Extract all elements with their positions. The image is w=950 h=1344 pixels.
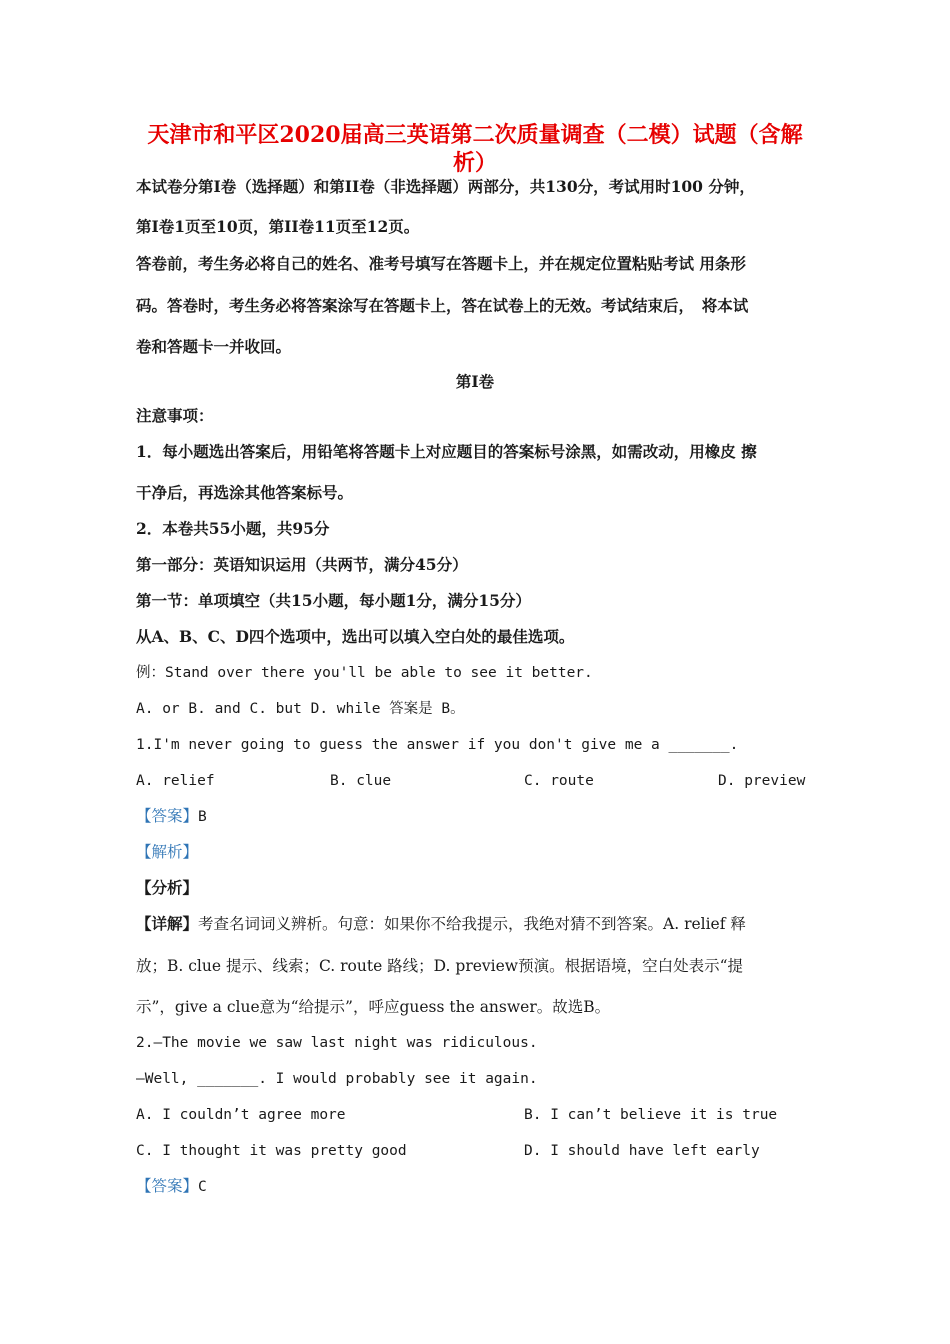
question-2-answer bbox=[136, 1176, 207, 1197]
answer-tag: 【答案】 bbox=[136, 807, 199, 825]
notes-item1-line2: 干净后，再选涂其他答案标号。 bbox=[136, 483, 354, 502]
example-options: A. or B. and C. but D. while 答案是 B。 bbox=[136, 701, 465, 717]
question-2-stem: 2.—The movie we saw last night was ridiculous. bbox=[136, 1035, 538, 1051]
section-heading: 第Ⅰ卷 bbox=[455, 372, 495, 391]
question-1-detail-line3: 示”，give a clue意为“给提示”，呼应guess the answer。故选B。 bbox=[136, 998, 611, 1016]
detail-text: 考查名词词义辨析。句意：如果你不给我提示，我绝对猜不到答案。A. relief 释 bbox=[198, 915, 746, 933]
instruction: 从A、B、C、D四个选项中，选出可以填入空白处的最佳选项。 bbox=[136, 627, 575, 646]
question-2-option-b: B. I can’t believe it is true bbox=[524, 1107, 778, 1123]
answer-value: B bbox=[198, 809, 207, 825]
question-2-option-c: C. I thought it was pretty good bbox=[136, 1143, 407, 1159]
question-1-detail-line2: 放；B. clue 提示、线索；C. route 路线；D. preview预演。根据语境，空白处表示“提 bbox=[136, 957, 743, 975]
notes-heading: 注意事项： bbox=[136, 406, 214, 425]
notes-item2: 2．本卷共55小题，共95分 bbox=[136, 519, 330, 538]
detail-tag: 【详解】 bbox=[136, 914, 199, 933]
document-title-line1: 天津市和平区2020届高三英语第二次质量调查（二模）试题（含解 bbox=[147, 122, 803, 148]
question-1-option-b: B. clue bbox=[330, 773, 392, 789]
question-1-option-c: C. route bbox=[524, 773, 594, 789]
intro-line-2: 第Ⅰ卷1页至10页，第II卷11页至12页。 bbox=[136, 217, 420, 236]
document-title-line2: 析） bbox=[452, 150, 497, 176]
intro-line-3: 答卷前，考生务必将自己的姓名、准考号填写在答题卡上，并在规定位置粘贴考试 用条形 bbox=[136, 254, 746, 273]
section1-heading: 第一节：单项填空（共15小题，每小题1分，满分15分） bbox=[136, 591, 531, 610]
question-2-option-d: D. I should have left early bbox=[524, 1143, 760, 1159]
question-1-fenxi-tag: 【分析】 bbox=[136, 878, 199, 897]
question-1-option-a: A. relief bbox=[136, 773, 215, 789]
question-1-detail-line1 bbox=[136, 914, 746, 934]
answer-tag: 【答案】 bbox=[136, 1177, 199, 1195]
question-1-answer bbox=[136, 806, 207, 827]
example-sentence: 例：Stand over there you'll be able to see it better. bbox=[136, 665, 593, 681]
intro-line-4: 码。答卷时，考生务必将答案涂写在答题卡上，答在试卷上的无效。考试结束后， 将本试 bbox=[136, 296, 749, 315]
question-2-reply: —Well, _______. I would probably see it again. bbox=[136, 1071, 538, 1087]
answer-value: C bbox=[198, 1179, 207, 1195]
question-1-analysis-tag: 【解析】 bbox=[136, 843, 199, 861]
notes-item1-line1: 1．每小题选出答案后，用铅笔将答题卡上对应题目的答案标号涂黑，如需改动，用橡皮 擦 bbox=[136, 442, 757, 461]
question-2-option-a: A. I couldn’t agree more bbox=[136, 1107, 346, 1123]
question-1-option-d: D. preview bbox=[718, 773, 806, 789]
part1-heading: 第一部分：英语知识运用（共两节，满分45分） bbox=[136, 555, 468, 574]
question-1-stem: 1.I'm never going to guess the answer if you don't give me a _______. bbox=[136, 737, 739, 753]
intro-line-1: 本试卷分第Ⅰ卷（选择题）和第II卷（非选择题）两部分，共130分，考试用时100 分钟， bbox=[136, 177, 755, 196]
intro-line-5: 卷和答题卡一并收回。 bbox=[136, 337, 292, 356]
